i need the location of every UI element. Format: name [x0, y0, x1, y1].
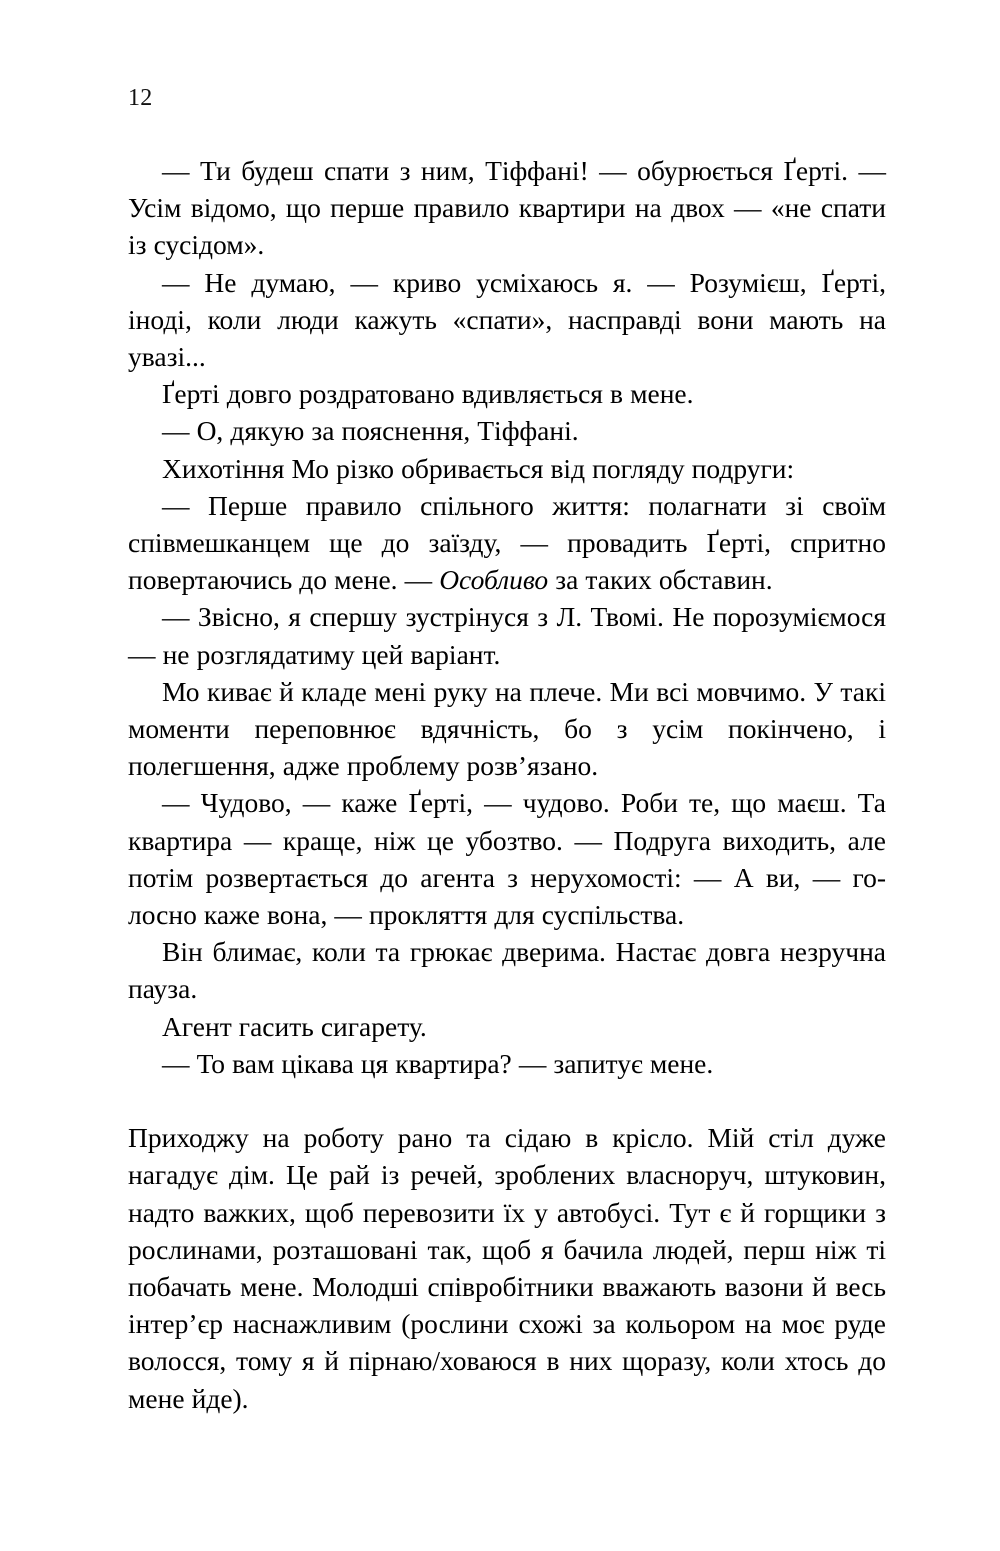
paragraph-dialogue-6: — Чудово, — каже Ґерті, — чудово. Роби те, що маєш. Та квартира — краще, ніж це убозтво. — Подруга виходить, але потім розвертається до агента з нерухомості: — А ви, — голосно каже вона, — прокляття для суспільства.: [128, 787, 886, 931]
section-break: [128, 1082, 886, 1119]
paragraph-narration-4: Він блимає, коли та грюкає дверима. Настає довга незручна пауза.: [128, 936, 886, 1005]
page-number: 12: [128, 85, 153, 111]
paragraph-scene-2-opening: Приходжу на роботу рано та сідаю в крісло. Мій стіл дуже нагадує дім. Це рай із речей, зроблених власноруч, штуковин, надто важких, щоб перевозити їх у автобусі. Тут є й горщики з рослинами, розташовані так, щоб я бачила людей, перш ніж ті побачать мене. Молодші співробітники вважають вазони й весь інтер’єр наснажливим (рослини схожі за кольором на моє руде волосся, тому я й пірнаю/ховаюся в них щоразу, коли хтось до мене йде).: [128, 1122, 886, 1414]
body-text-block: [128, 152, 886, 1417]
paragraph-dialogue-5: — Звісно, я спершу зустрінуся з Л. Твомі. Не порозуміємося — не розглядатиму цей варіант.: [128, 601, 886, 670]
paragraph-text-run-plain: — Перше правило спільного життя: полагнати зі своїм співмешканцем ще до заїзду, — провадить Ґерті, спритно повертаючись до мене. —: [128, 489, 886, 596]
paragraph-narration-3: Мо киває й кладе мені руку на плече. Ми всі мовчимо. У такі моменти переповнює вдячність, бо з усім покінчено, і полегшення, адже проблему розв’язано.: [128, 675, 886, 782]
paragraph-dialogue-2: — Не думаю, — криво усміхаюсь я. — Розумієш, Ґерті, іноді, коли люди кажуть «спати», насправді вони мають на увазі...: [128, 266, 886, 373]
paragraph-narration-2: Хихотіння Мо різко обривається від погляду подруги:: [162, 452, 795, 484]
paragraph-narration-1: Ґерті довго роздратовано вдивляється в мене.: [162, 378, 694, 410]
paragraph-dialogue-7: — То вам цікава ця квартира? — запитує мене.: [162, 1047, 714, 1079]
paragraph-dialogue-3: — О, дякую за пояснення, Тіффані.: [162, 415, 579, 447]
paragraph-narration-5: Агент гасить сигарету.: [162, 1010, 427, 1042]
paragraph-text-run-tail: за таких обставин.: [548, 564, 773, 596]
emphasis-osoblyvo: Особливо: [439, 564, 549, 596]
paragraph-dialogue-1: — Ти будеш спати з ним, Тіффані! — обурюється Ґерті. — Усім відомо, що перше правило квартири на двох — «не спати із сусідом».: [128, 155, 886, 261]
paragraph-dialogue-4: [128, 487, 886, 599]
